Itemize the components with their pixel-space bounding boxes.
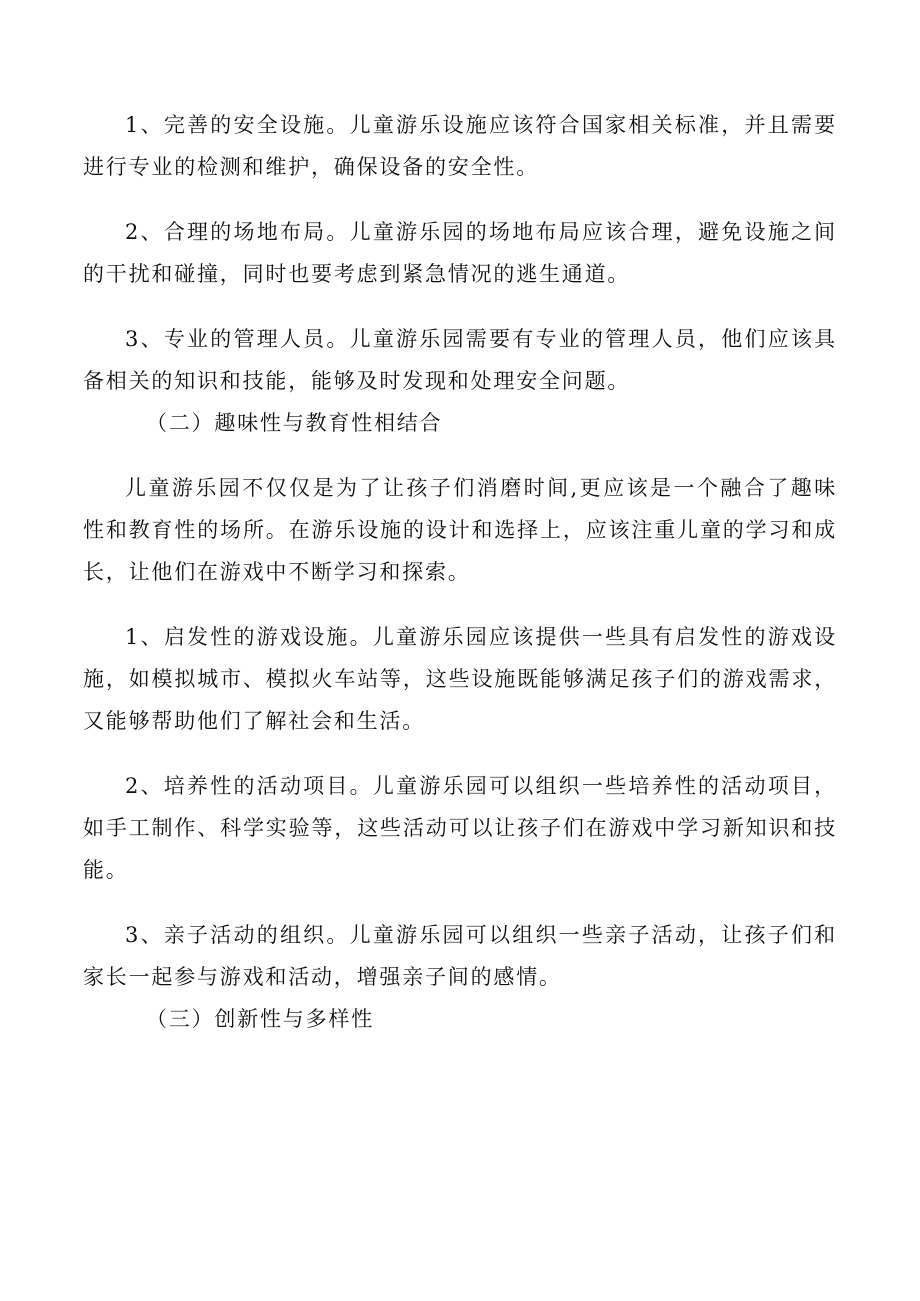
section-heading-fun-and-education: （二）趣味性与教育性相结合	[146, 411, 443, 435]
paragraph-training-activities: 2、培养性的活动项目。儿童游乐园可以组织一些培养性的活动项目，如手工制作、科学实验等，这些活动可以让孩子们在游戏中学习新知识和技能。	[83, 774, 837, 882]
paragraph-management-staff: 3、专业的管理人员。儿童游乐园需要有专业的管理人员，他们应该具备相关的知识和技能，能够及时发现和处理安全问题。	[83, 327, 837, 393]
paragraph-parent-child-activities: 3、亲子活动的组织。儿童游乐园可以组织一些亲子活动，让孩子们和家长一起参与游戏和活动，增强亲子间的感情。	[83, 923, 837, 989]
paragraph-fun-education-intro: 儿童游乐园不仅仅是为了让孩子们消磨时间,更应该是一个融合了趣味性和教育性的场所。在游乐设施的设计和选择上，应该注重儿童的学习和成长，让他们在游戏中不断学习和探索。	[83, 476, 837, 584]
paragraph-site-layout: 2、合理的场地布局。儿童游乐园的场地布局应该合理，避免设施之间的干扰和碰撞，同时也要考虑到紧急情况的逃生通道。	[83, 220, 837, 286]
paragraph-inspiring-facilities: 1、启发性的游戏设施。儿童游乐园应该提供一些具有启发性的游戏设施，如模拟城市、模拟火车站等，这些设施既能够满足孩子们的游戏需求，又能够帮助他们了解社会和生活。	[83, 625, 837, 733]
paragraph-safety-facilities: 1、完善的安全设施。儿童游乐设施应该符合国家相关标准，并且需要进行专业的检测和维护，确保设备的安全性。	[83, 113, 837, 179]
section-heading-innovation-and-diversity: （三）创新性与多样性	[146, 1007, 374, 1031]
